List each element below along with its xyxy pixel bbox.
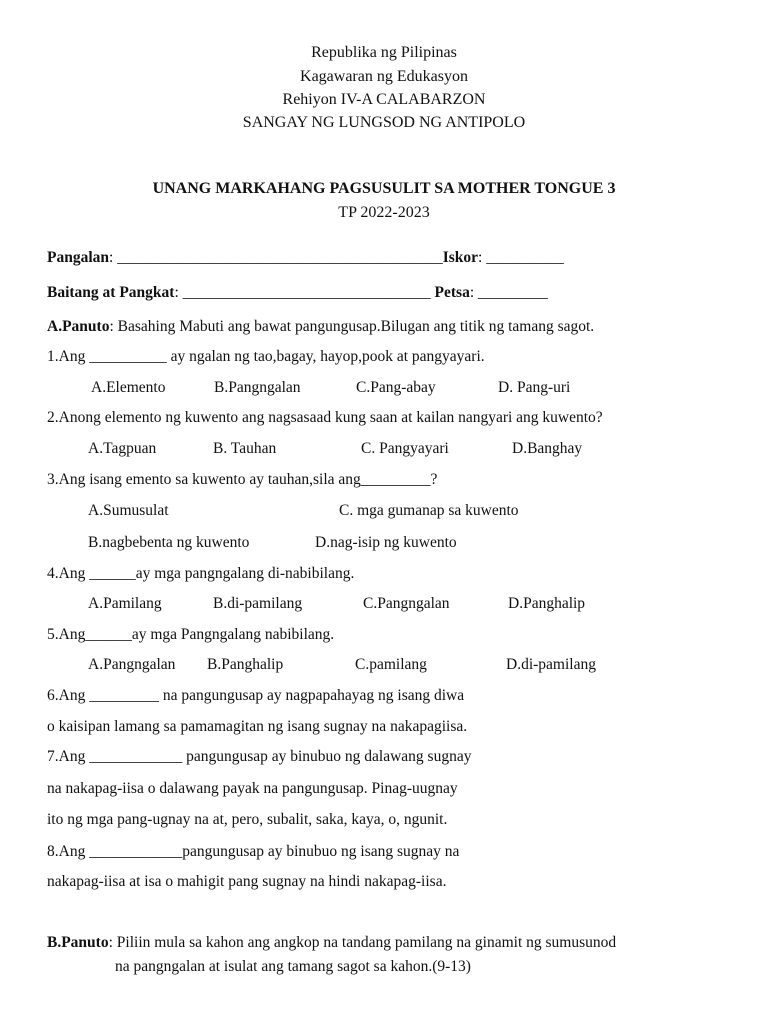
- question-6-line-1: 6.Ang _________ na pangungusap ay nagpapahayag ng isang diwa: [47, 687, 465, 704]
- header-department: Kagawaran ng Edukasyon: [300, 68, 468, 85]
- q3-option-a[interactable]: A.Sumusulat: [88, 502, 169, 519]
- q5-option-d[interactable]: D.di-pamilang: [506, 656, 596, 673]
- q4-option-d[interactable]: D.Panghalip: [508, 595, 586, 612]
- q4-option-a[interactable]: A.Pamilang: [88, 595, 162, 612]
- question-3: 3.Ang isang emento sa kuwento ay tauhan,sila ang_________?: [47, 471, 438, 488]
- section-a-instruction: [47, 318, 594, 336]
- question-6-line-2: o kaisipan lamang sa pamamagitan ng isang sugnay na nakapagiisa.: [47, 718, 468, 735]
- q1-option-b[interactable]: B.Pangngalan: [214, 379, 301, 396]
- score-label: Iskor: [442, 249, 479, 266]
- exam-title: UNANG MARKAHANG PAGSUSULIT SA MOTHER TONGUE 3: [152, 180, 616, 197]
- header-republic: Republika ng Pilipinas: [311, 44, 457, 61]
- q2-option-a[interactable]: A.Tagpuan: [88, 440, 157, 457]
- q1-option-a[interactable]: A.Elemento: [91, 379, 166, 396]
- q2-option-c[interactable]: C. Pangyayari: [361, 440, 449, 457]
- q3-option-c[interactable]: C. mga gumanap sa kuwento: [339, 502, 519, 519]
- school-year: TP 2022-2023: [338, 204, 430, 221]
- section-b-label: B.Panuto: [47, 934, 109, 951]
- question-7-line-3: ito ng mga pang-ugnay na at, pero, subalit, saka, kaya, o, ngunit.: [47, 811, 448, 828]
- question-5: 5.Ang______ay mga Pangngalang nabibilang.: [47, 626, 335, 643]
- q1-option-c[interactable]: C.Pang-abay: [356, 379, 436, 396]
- header-division: SANGAY NG LUNGSOD NG ANTIPOLO: [242, 114, 526, 131]
- question-4: 4.Ang ______ay mga pangngalang di-nabibilang.: [47, 565, 355, 582]
- section-a-text: : Basahing Mabuti ang bawat pangungusap.Bilugan ang titik ng tamang sagot.: [109, 318, 595, 335]
- q2-option-b[interactable]: B. Tauhan: [213, 440, 277, 457]
- q1-option-d[interactable]: D. Pang-uri: [498, 379, 571, 396]
- question-1: 1.Ang __________ ay ngalan ng tao,bagay, hayop,pook at pangyayari.: [47, 348, 485, 365]
- question-8-line-1: 8.Ang ____________pangungusap ay binubuo ng isang sugnay na: [47, 843, 460, 860]
- header-region: Rehiyon IV-A CALABARZON: [282, 91, 486, 108]
- q2-option-d[interactable]: D.Banghay: [512, 440, 583, 457]
- q5-option-c[interactable]: C.pamilang: [355, 656, 427, 673]
- q3-option-d[interactable]: D.nag-isip ng kuwento: [315, 534, 457, 551]
- date-label: Petsa: [434, 284, 470, 301]
- q4-option-c[interactable]: C.Pangngalan: [363, 595, 450, 612]
- question-7-line-1: 7.Ang ____________ pangungusap ay binubuo ng dalawang sugnay: [47, 748, 472, 765]
- question-2: 2.Anong elemento ng kuwento ang nagsasaad kung saan at kailan nangyari ang kuwento?: [47, 409, 603, 426]
- q3-option-b[interactable]: B.nagbebenta ng kuwento: [88, 534, 250, 551]
- q5-option-a[interactable]: A.Pangngalan: [88, 656, 176, 673]
- section-b-text: : Piliin mula sa kahon ang angkop na tandang pamilang na ginamit ng sumusunod: [108, 934, 617, 951]
- name-score-row: [47, 249, 564, 267]
- question-8-line-2: nakapag-iisa at isa o mahigit pang sugnay na hindi nakapag-iisa.: [47, 873, 447, 890]
- name-label: Pangalan: [47, 249, 110, 266]
- grade-date-row: [47, 284, 548, 302]
- grade-label: Baitang at Pangkat: [47, 284, 175, 301]
- score-blank[interactable]: : __________: [478, 249, 564, 266]
- name-blank[interactable]: : __________________________________________: [109, 249, 443, 266]
- q5-option-b[interactable]: B.Panghalip: [207, 656, 284, 673]
- grade-blank[interactable]: : ________________________________: [174, 284, 431, 301]
- section-a-label: A.Panuto: [47, 318, 110, 335]
- q4-option-b[interactable]: B.di-pamilang: [213, 595, 303, 612]
- date-blank[interactable]: : _________: [469, 284, 548, 301]
- section-b-instruction-line-2: na pangngalan at isulat ang tamang sagot sa kahon.(9-13): [115, 958, 471, 975]
- question-7-line-2: na nakapag-iisa o dalawang payak na pangungusap. Pinag-uugnay: [47, 780, 458, 797]
- section-b-instruction: [47, 934, 616, 952]
